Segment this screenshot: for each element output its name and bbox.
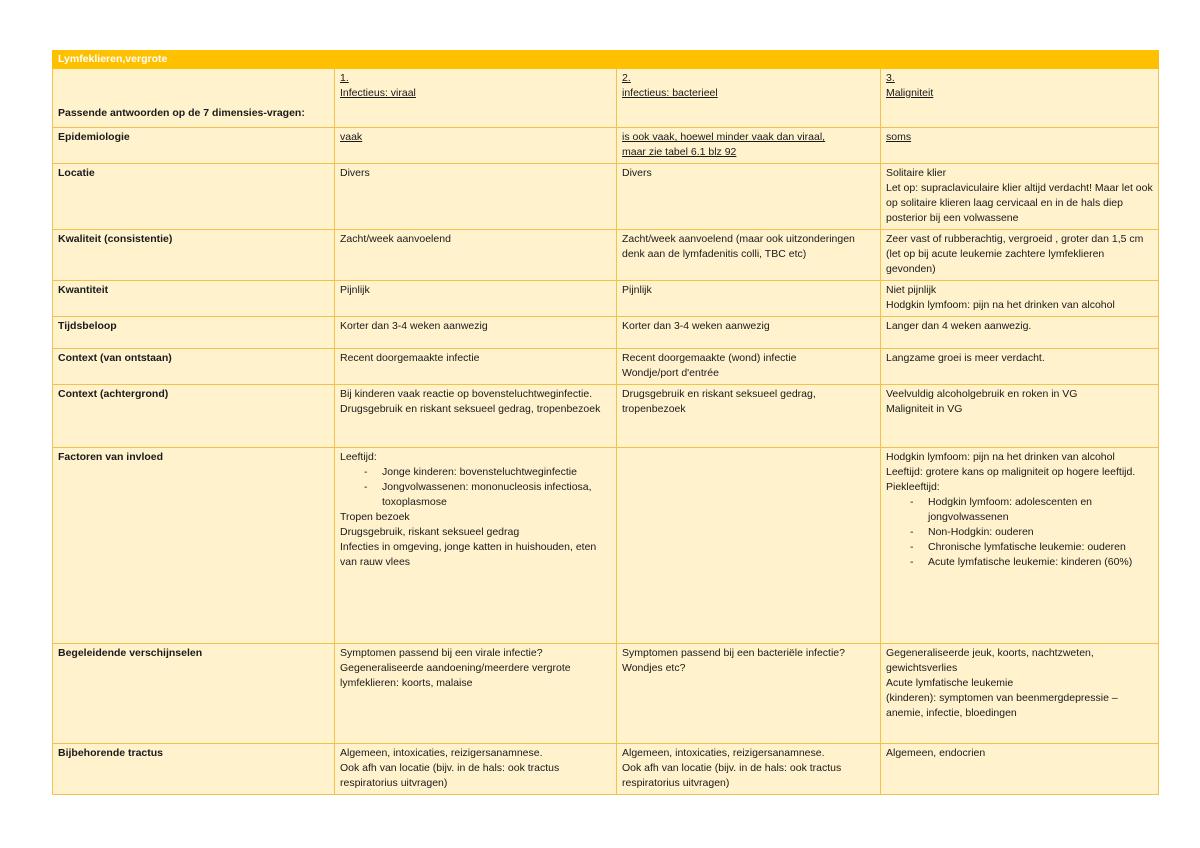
cell-line: Drugsgebruik, riskant seksueel gedrag bbox=[340, 526, 520, 538]
cell bbox=[881, 744, 1159, 795]
table-title-row bbox=[53, 51, 1159, 69]
cell bbox=[617, 128, 881, 164]
header-col-number: 2. bbox=[622, 72, 631, 84]
table-row bbox=[53, 230, 1159, 281]
cell-line: Symptomen passend bij een bacteriële infectie? bbox=[622, 647, 845, 659]
cell bbox=[881, 164, 1159, 230]
table-row bbox=[53, 644, 1159, 744]
cell bbox=[881, 349, 1159, 385]
cell-line: Pijnlijk bbox=[622, 284, 652, 296]
cell bbox=[335, 448, 617, 644]
row-label: Begeleidende verschijnselen bbox=[53, 644, 335, 744]
cell-line: Drugsgebruik en riskant seksueel gedrag, tropenbezoek bbox=[340, 403, 601, 415]
cell-line: Gegeneraliseerde aandoening/meerdere vergrote lymfeklieren: koorts, malaise bbox=[340, 662, 571, 689]
row-label: Factoren van invloed bbox=[53, 448, 335, 644]
cell-line: Bij kinderen vaak reactie op bovensteluchtweginfectie. bbox=[340, 388, 593, 400]
cell-line: Wondje/port d'entrée bbox=[622, 367, 719, 379]
cell-line: Algemeen, intoxicaties, reizigersanamnese. bbox=[340, 747, 543, 759]
cell-line: Algemeen, intoxicaties, reizigersanamnese. bbox=[622, 747, 825, 759]
title-row-fill bbox=[335, 51, 1159, 69]
row-label: Epidemiologie bbox=[53, 128, 335, 164]
cell-line: soms bbox=[886, 131, 912, 143]
list-item: - Hodgkin lymfoom: adolescenten en jongvolwassenen bbox=[908, 495, 1153, 525]
cell bbox=[617, 644, 881, 744]
dash-list bbox=[886, 495, 1153, 570]
cell-line: Pijnlijk bbox=[340, 284, 370, 296]
list-item: - Chronische lymfatische leukemie: ouderen bbox=[908, 540, 1153, 555]
cell-line: Divers bbox=[340, 167, 370, 179]
cell bbox=[881, 644, 1159, 744]
cell bbox=[335, 281, 617, 317]
cell-line: Leeftijd: grotere kans op maligniteit op hogere leeftijd. bbox=[886, 466, 1136, 478]
row-label: Tijdsbeloop bbox=[53, 317, 335, 349]
cell bbox=[335, 644, 617, 744]
table-row bbox=[53, 744, 1159, 795]
cell bbox=[617, 164, 881, 230]
cell bbox=[335, 128, 617, 164]
cell bbox=[617, 349, 881, 385]
header-col-maligniteit bbox=[881, 69, 1159, 128]
cell bbox=[335, 385, 617, 448]
cell-line: Divers bbox=[622, 167, 652, 179]
list-item: - Non-Hodgkin: ouderen bbox=[908, 525, 1153, 540]
cell-line: Algemeen, endocrien bbox=[886, 747, 986, 759]
cell-line: Zacht/week aanvoelend (maar ook uitzonderingen denk aan de lymfadenitis colli, TBC etc) bbox=[622, 233, 855, 260]
row-label: Kwantiteit bbox=[53, 281, 335, 317]
table-row bbox=[53, 448, 1159, 644]
cell bbox=[617, 744, 881, 795]
cell-line: Ook afh van locatie (bijv. in de hals: ook tractus respiratorius uitvragen) bbox=[622, 762, 842, 789]
cell-line: Langer dan 4 weken aanwezig. bbox=[886, 320, 1032, 332]
cell-line: Infecties in omgeving, jonge katten in huishouden, eten van rauw vlees bbox=[340, 541, 597, 568]
row-label: Locatie bbox=[53, 164, 335, 230]
header-col-name: Infectieus: viraal bbox=[340, 87, 416, 99]
cell-line: Hodgkin lymfoom: pijn na het drinken van alcohol bbox=[886, 299, 1115, 311]
cell-line: Maligniteit in VG bbox=[886, 403, 963, 415]
cell-line: Zeer vast of rubberachtig, vergroeid , groter dan 1,5 cm (let op bij acute leukemie zachtere lymfeklieren gevonden) bbox=[886, 233, 1144, 275]
table-row bbox=[53, 128, 1159, 164]
cell bbox=[335, 349, 617, 385]
cell-line: Recent doorgemaakte infectie bbox=[340, 352, 480, 364]
header-question: Passende antwoorden op de 7 dimensies-vragen: bbox=[53, 69, 335, 128]
table-row bbox=[53, 281, 1159, 317]
cell-line: Wondjes etc? bbox=[622, 662, 686, 674]
cell bbox=[881, 385, 1159, 448]
row-label: Kwaliteit (consistentie) bbox=[53, 230, 335, 281]
header-col-number: 3. bbox=[886, 72, 895, 84]
cell-line: maar zie tabel 6.1 blz 92 bbox=[622, 146, 737, 158]
cell-line: Drugsgebruik en riskant seksueel gedrag, tropenbezoek bbox=[622, 388, 816, 415]
table-header-row bbox=[53, 69, 1159, 128]
cell bbox=[335, 164, 617, 230]
cell bbox=[617, 230, 881, 281]
cell-line: Korter dan 3-4 weken aanwezig bbox=[622, 320, 770, 332]
cell bbox=[881, 317, 1159, 349]
row-label: Context (van ontstaan) bbox=[53, 349, 335, 385]
cell-line: Niet pijnlijk bbox=[886, 284, 937, 296]
cell-line: Tropen bezoek bbox=[340, 511, 410, 523]
cell-line: (kinderen): symptomen van beenmergdepressie – anemie, infectie, bloedingen bbox=[886, 692, 1118, 719]
header-col-name: infectieus: bacterieel bbox=[622, 87, 718, 99]
list-item: - Jonge kinderen: bovensteluchtweginfectie bbox=[362, 465, 611, 480]
cell bbox=[881, 281, 1159, 317]
cell bbox=[335, 317, 617, 349]
cell-line: Langzame groei is meer verdacht. bbox=[886, 352, 1045, 364]
cell-line: Symptomen passend bij een virale infectie? bbox=[340, 647, 543, 659]
table-row bbox=[53, 385, 1159, 448]
cell bbox=[335, 744, 617, 795]
cell bbox=[881, 448, 1159, 644]
cell-line: Ook afh van locatie (bijv. in de hals: ook tractus respiratorius uitvragen) bbox=[340, 762, 560, 789]
cell bbox=[617, 317, 881, 349]
cell bbox=[617, 385, 881, 448]
list-item: - Jongvolwassenen: mononucleosis infectiosa, toxoplasmose bbox=[362, 480, 611, 510]
cell-line: Piekleeftijd: bbox=[886, 481, 940, 493]
row-label: Context (achtergrond) bbox=[53, 385, 335, 448]
table-title: Lymfeklieren,vergrote bbox=[53, 51, 335, 69]
cell-line: vaak bbox=[340, 131, 363, 143]
cell-line: Acute lymfatische leukemie bbox=[886, 677, 1014, 689]
cell-line: Solitaire klier bbox=[886, 167, 947, 179]
row-label: Bijbehorende tractus bbox=[53, 744, 335, 795]
cell bbox=[881, 128, 1159, 164]
cell-line: Hodgkin lymfoom: pijn na het drinken van alcohol bbox=[886, 451, 1115, 463]
cell-line: Zacht/week aanvoelend bbox=[340, 233, 451, 245]
cell-empty bbox=[617, 448, 881, 644]
cell-line: Let op: supraclaviculaire klier altijd verdacht! Maar let ook op solitaire klieren laag cervicaal en in de hals diep posterior bij een volwassene bbox=[886, 182, 1153, 224]
cell-line: Korter dan 3-4 weken aanwezig bbox=[340, 320, 488, 332]
header-col-bacterieel bbox=[617, 69, 881, 128]
header-col-name: Maligniteit bbox=[886, 87, 934, 99]
header-col-viraal bbox=[335, 69, 617, 128]
dash-list bbox=[340, 465, 611, 510]
table-row bbox=[53, 317, 1159, 349]
table-row bbox=[53, 349, 1159, 385]
cell-line: is ook vaak, hoewel minder vaak dan viraal, bbox=[622, 131, 826, 143]
cell bbox=[335, 230, 617, 281]
dimensions-table bbox=[52, 50, 1159, 795]
cell bbox=[881, 230, 1159, 281]
header-col-number: 1. bbox=[340, 72, 349, 84]
cell-line: Leeftijd: bbox=[340, 451, 377, 463]
cell-line: Recent doorgemaakte (wond) infectie bbox=[622, 352, 797, 364]
table-row bbox=[53, 164, 1159, 230]
cell bbox=[617, 281, 881, 317]
cell-line: Veelvuldig alcoholgebruik en roken in VG bbox=[886, 388, 1078, 400]
list-item: - Acute lymfatische leukemie: kinderen (60%) bbox=[908, 555, 1153, 570]
cell-line: Gegeneraliseerde jeuk, koorts, nachtzweten, gewichtsverlies bbox=[886, 647, 1094, 674]
